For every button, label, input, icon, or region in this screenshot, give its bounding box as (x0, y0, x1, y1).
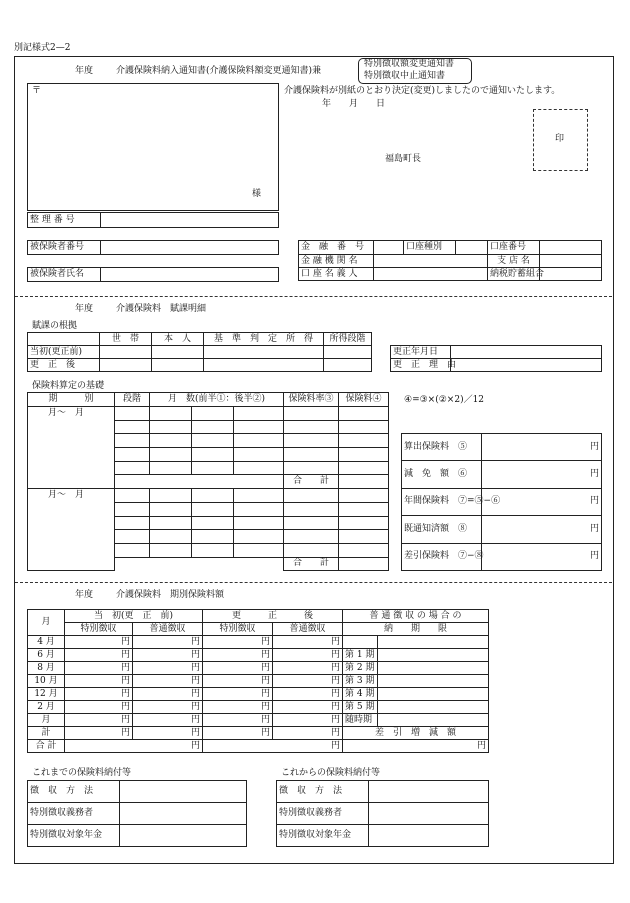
kibetsu-amount[interactable]: 円 (273, 714, 343, 727)
kiso-cell[interactable] (192, 543, 234, 557)
kibetsu-amount[interactable]: 円 (203, 701, 273, 714)
kibetsu-row (28, 688, 489, 701)
kiso-cell[interactable] (284, 530, 339, 544)
future-title: これからの保険料納付等 (281, 768, 381, 778)
calc-table (401, 433, 602, 571)
past-table (27, 780, 247, 847)
kiso-cell[interactable] (234, 434, 284, 448)
kiso-cell[interactable] (284, 516, 339, 530)
kiso-cell[interactable] (234, 489, 284, 503)
kiso-cell[interactable] (192, 434, 234, 448)
divider-2 (15, 582, 612, 583)
calc-value[interactable]: 円 (482, 434, 602, 461)
kibetsu-amount[interactable]: 円 (273, 727, 343, 740)
future-table (276, 780, 489, 847)
address-box (27, 83, 279, 211)
calc-row (402, 461, 602, 488)
kibetsu-amount[interactable]: 円 (133, 714, 203, 727)
kiso-table (27, 392, 389, 571)
row-kouseigo: 更 正 後 (28, 359, 100, 372)
kibetsu-month: 2 月 (28, 701, 65, 714)
kiso-cell[interactable] (284, 543, 339, 557)
col-kijun: 基 準 判 定 所 得 (204, 333, 324, 346)
kiso-cell[interactable] (339, 420, 389, 434)
notice-text: 介護保険料が別紙のとおり決定(変更)しましたので通知いたします。 (284, 86, 561, 96)
kiso-cell[interactable] (115, 502, 150, 516)
formula-text: ④=③×(②×2)／12 (404, 395, 485, 405)
koza-shubetsu-value[interactable] (456, 241, 488, 255)
gokei-label: 合 計 (28, 740, 65, 753)
kibetsu-month: 8 月 (28, 662, 65, 675)
col-tsuki: 月 (28, 610, 65, 636)
kibetsu-month: 月 (28, 714, 65, 727)
kiso-cell[interactable] (339, 448, 389, 462)
kibetsu-row (28, 675, 489, 688)
header-year: 年度 (75, 66, 94, 76)
sagaku-label: 差 引 増 減 額 (343, 727, 489, 740)
kiso-cell[interactable] (115, 543, 150, 557)
calc-label: 算出保険料 ⑤ (402, 434, 482, 461)
kibetsu-noki[interactable] (378, 701, 489, 714)
kousei-table (390, 345, 602, 372)
hihokensha-shimei-label: 被保険者氏名 (28, 268, 101, 282)
kiso-cell[interactable] (234, 461, 284, 475)
kiso-cell[interactable] (150, 502, 192, 516)
calc-value[interactable]: 円 (482, 488, 602, 515)
calc-value[interactable]: 円 (482, 461, 602, 488)
col-kibetsu: 期 別 (28, 393, 115, 407)
kibetsu-amount[interactable]: 円 (203, 675, 273, 688)
kiso-cell[interactable] (192, 530, 234, 544)
kiso-cell[interactable] (284, 407, 339, 421)
kibetsu-period: 第 5 期 (343, 701, 378, 714)
kiso-cell[interactable] (115, 516, 150, 530)
kiso-cell[interactable] (234, 448, 284, 462)
kibetsu-amount[interactable]: 円 (203, 649, 273, 662)
kibetsu-noki[interactable] (378, 675, 489, 688)
section3-title: 介護保険料 期別保険料額 (116, 590, 225, 600)
kibetsu-amount[interactable]: 円 (133, 675, 203, 688)
kiso-cell[interactable] (234, 530, 284, 544)
kibetsu-amount[interactable]: 円 (273, 662, 343, 675)
future-row-nenkin: 特別徴収対象年金 (277, 825, 369, 847)
kiso-cell[interactable] (339, 543, 389, 557)
kibetsu-noki[interactable] (378, 636, 489, 649)
section2-year: 年度 (75, 304, 94, 314)
kiso-cell[interactable] (284, 489, 339, 503)
kiso-cell[interactable] (234, 516, 284, 530)
kibetsu-amount[interactable]: 円 (273, 636, 343, 649)
kousei-date-label: 更正年月日 (391, 346, 451, 359)
kinyu-bango-value[interactable] (374, 241, 404, 255)
kiso-cell[interactable] (234, 407, 284, 421)
seiri-table (27, 212, 279, 228)
calc-value[interactable]: 円 (482, 516, 602, 543)
kibetsu-row (28, 662, 489, 675)
kiso-cell[interactable] (284, 502, 339, 516)
calc-row (402, 488, 602, 515)
section2-title: 介護保険料 賦課明細 (116, 304, 207, 314)
kibetsu-period: 第 3 期 (343, 675, 378, 688)
past-row-nenkin: 特別徴収対象年金 (28, 825, 120, 847)
kiso-gokei-value[interactable] (339, 475, 389, 489)
kiso-cell[interactable] (284, 420, 339, 434)
col-setai: 世 帯 (100, 333, 152, 346)
kiso-cell[interactable] (150, 448, 192, 462)
kiso-cell[interactable] (234, 543, 284, 557)
kibetsu-amount[interactable]: 円 (133, 701, 203, 714)
header-title: 介護保険料納入通知書(介護保険料額変更通知書)兼 (116, 66, 322, 76)
kibetsu-month: 10 月 (28, 675, 65, 688)
nozei-label: 納税貯蓄組合 (488, 268, 540, 281)
kibetsu-amount[interactable]: 円 (65, 636, 133, 649)
kiso-cell[interactable] (150, 489, 192, 503)
kibetsu-row (28, 727, 489, 740)
row-tousho: 当初(更正前) (28, 346, 100, 359)
kibetsu-amount[interactable]: 円 (203, 714, 273, 727)
shiten-label: 支 店 名 (488, 255, 540, 268)
kibetsu-amount[interactable]: 円 (203, 636, 273, 649)
kiso-cell[interactable] (115, 420, 150, 434)
kiso-body (28, 407, 389, 571)
kiso-cell[interactable] (115, 461, 150, 475)
col-kousei-tokubetsu: 特別徴収 (203, 623, 273, 636)
col-hokenryoritsu: 保険料率③ (284, 393, 339, 407)
kibetsu-row (28, 701, 489, 714)
kiso-cell[interactable] (115, 448, 150, 462)
fuka-konkyo-label: 賦課の根拠 (32, 321, 78, 331)
kiso-cell[interactable] (150, 530, 192, 544)
calc-label: 差引保険料 ⑦−⑧ (402, 543, 482, 570)
kibetsu-amount[interactable]: 円 (133, 649, 203, 662)
kiso-cell[interactable] (115, 489, 150, 503)
kibetsu-amount[interactable]: 円 (65, 701, 133, 714)
kibetsu-noki[interactable] (378, 714, 489, 727)
kibetsu-month: 4 月 (28, 636, 65, 649)
fuka-table (27, 332, 372, 372)
kibetsu-amount[interactable]: 円 (273, 649, 343, 662)
kiso-gokei-label: 合 計 (284, 557, 339, 571)
kinyu-kikan-value[interactable] (374, 255, 488, 268)
col-touso-futsu: 普通徴収 (133, 623, 203, 636)
kibetsu-row (28, 714, 489, 727)
koza-meigi-value[interactable] (374, 268, 488, 281)
kiso-period-2: 月～ 月 (28, 489, 115, 571)
col-kousei: 更 正 後 (203, 610, 343, 623)
kiso-cell[interactable] (150, 516, 192, 530)
kibetsu-amount[interactable]: 円 (273, 688, 343, 701)
kiso-cell[interactable] (339, 461, 389, 475)
kiso-cell[interactable] (150, 461, 192, 475)
kiso-cell[interactable] (192, 420, 234, 434)
col-noki: 納 期 限 (343, 623, 489, 636)
mayor-name: 福島町長 (385, 154, 422, 164)
kibetsu-amount[interactable]: 円 (65, 688, 133, 701)
seiri-value[interactable] (101, 213, 279, 228)
kiso-cell[interactable] (150, 543, 192, 557)
kiso-cell[interactable] (234, 502, 284, 516)
kibetsu-amount[interactable]: 円 (133, 636, 203, 649)
koza-shubetsu-label: 口座種別 (404, 241, 456, 255)
form-code: 別記様式2—2 (14, 43, 71, 53)
kibetsu-amount[interactable]: 円 (273, 675, 343, 688)
seiri-label: 整 理 番 号 (28, 213, 101, 228)
calc-label: 減 免 額 ⑥ (402, 461, 482, 488)
kibetsu-period: 第 2 期 (343, 662, 378, 675)
section3-year: 年度 (75, 590, 94, 600)
kibetsu-noki[interactable] (378, 662, 489, 675)
gokei-sagaku[interactable]: 円 (343, 740, 489, 753)
kibetsu-period: 第 1 期 (343, 649, 378, 662)
future-row-gimusha: 特別徴収義務者 (277, 803, 369, 825)
kiso-cell[interactable] (284, 461, 339, 475)
col-shotoku-dankai: 所得段階 (324, 333, 372, 346)
kibetsu-amount[interactable]: 円 (273, 701, 343, 714)
kibetsu-amount[interactable]: 円 (133, 727, 203, 740)
past-row-gimusha: 特別徴収義務者 (28, 803, 120, 825)
gokei-touso[interactable]: 円 (65, 740, 203, 753)
notice-date: 年 月 日 (322, 99, 386, 109)
koza-bango-label: 口座番号 (488, 241, 540, 255)
kiso-gokei-label: 合 計 (284, 475, 339, 489)
kiso-cell[interactable] (284, 448, 339, 462)
kousei-riyu-label: 更 正 理 由 (391, 359, 451, 372)
kibetsu-amount[interactable]: 円 (133, 662, 203, 675)
kiso-cell[interactable] (339, 407, 389, 421)
col-tsukisu: 月 数(前半①：後半②) (150, 393, 284, 407)
hihokensha-bango-label: 被保険者番号 (28, 241, 101, 255)
kibetsu-amount[interactable]: 円 (65, 675, 133, 688)
kiso-cell[interactable] (115, 434, 150, 448)
calc-row (402, 516, 602, 543)
calc-row (402, 543, 602, 570)
kiso-cell[interactable] (339, 516, 389, 530)
kibetsu-amount[interactable]: 円 (203, 662, 273, 675)
kibetsu-noki[interactable] (378, 688, 489, 701)
bank-table (298, 240, 602, 281)
kibetsu-period (343, 636, 378, 649)
future-row-method: 徴 収 方 法 (277, 781, 369, 803)
calc-label: 既通知済額 ⑧ (402, 516, 482, 543)
kinyu-kikan-label: 金 融 機 関 名 (299, 255, 374, 268)
kiso-cell[interactable] (192, 489, 234, 503)
nozei-value[interactable] (540, 268, 602, 281)
kiso-cell[interactable] (115, 407, 150, 421)
kibetsu-amount[interactable]: 円 (133, 688, 203, 701)
koza-bango-value[interactable] (540, 241, 602, 255)
kibetsu-month: 計 (28, 727, 65, 740)
kiso-cell[interactable] (284, 434, 339, 448)
kibetsu-amount[interactable]: 円 (65, 649, 133, 662)
kinyu-bango-label: 金 融 番 号 (299, 241, 374, 255)
postal-mark: 〒 (32, 86, 42, 96)
kiso-cell[interactable] (150, 407, 192, 421)
sama-label: 様 (252, 189, 262, 199)
kibetsu-month: 12 月 (28, 688, 65, 701)
kiso-cell[interactable] (234, 420, 284, 434)
kiso-gokei-value[interactable] (339, 557, 389, 571)
kiso-cell[interactable] (339, 502, 389, 516)
hihokensha-shimei-value[interactable] (101, 268, 279, 282)
shiten-value[interactable] (540, 255, 602, 268)
kiso-period-1: 月～ 月 (28, 407, 115, 489)
kiso-cell[interactable] (192, 516, 234, 530)
col-touso: 当 初(更 正 前) (65, 610, 203, 623)
hihokensha-shimei-table (27, 267, 279, 282)
kiso-cell[interactable] (115, 530, 150, 544)
kiso-row (28, 407, 389, 421)
koza-meigi-label: 口 座 名 義 人 (299, 268, 374, 281)
kibetsu-table (27, 609, 489, 753)
kibetsu-period: 随時期 (343, 714, 378, 727)
kibetsu-amount[interactable]: 円 (65, 714, 133, 727)
kiso-cell[interactable] (150, 420, 192, 434)
calc-row (402, 434, 602, 461)
kiso-cell[interactable] (192, 448, 234, 462)
kibetsu-amount[interactable]: 円 (203, 727, 273, 740)
past-title: これまでの保険料納付等 (32, 768, 132, 778)
kibetsu-amount[interactable]: 円 (65, 662, 133, 675)
bracket-line1: 特別徴収額変更通知書 (364, 59, 455, 69)
kibetsu-row (28, 636, 489, 649)
seal-label: 印 (555, 134, 565, 144)
kibetsu-amount[interactable]: 円 (203, 688, 273, 701)
kibetsu-period: 第 4 期 (343, 688, 378, 701)
santei-kiso-label: 保険料算定の基礎 (32, 381, 105, 391)
kibetsu-noki[interactable] (378, 649, 489, 662)
kiso-cell[interactable] (339, 489, 389, 503)
hihokensha-bango-value[interactable] (101, 241, 279, 255)
kibetsu-month: 6 月 (28, 649, 65, 662)
col-hokenryo: 保険料④ (339, 393, 389, 407)
kiso-cell[interactable] (339, 434, 389, 448)
calc-value[interactable]: 円 (482, 543, 602, 570)
divider-1 (15, 296, 612, 297)
kiso-cell[interactable] (192, 502, 234, 516)
hihokensha-bango-table (27, 240, 279, 255)
col-dankai: 段階 (115, 393, 150, 407)
kiso-cell[interactable] (192, 407, 234, 421)
kibetsu-amount[interactable]: 円 (65, 727, 133, 740)
kibetsu-row (28, 649, 489, 662)
col-futsu-case: 普 通 徴 収 の 場 合 の (343, 610, 489, 623)
past-row-method: 徴 収 方 法 (28, 781, 120, 803)
kiso-row (28, 489, 389, 503)
kiso-cell[interactable] (192, 461, 234, 475)
kiso-cell[interactable] (339, 530, 389, 544)
kiso-cell[interactable] (150, 434, 192, 448)
calc-label: 年間保険料 ⑦=⑤−⑥ (402, 488, 482, 515)
col-touso-tokubetsu: 特別徴収 (65, 623, 133, 636)
col-honnin: 本 人 (152, 333, 204, 346)
col-kousei-futsu: 普通徴収 (273, 623, 343, 636)
bracket-line2: 特別徴収中止通知書 (364, 71, 446, 81)
gokei-kousei[interactable]: 円 (203, 740, 343, 753)
